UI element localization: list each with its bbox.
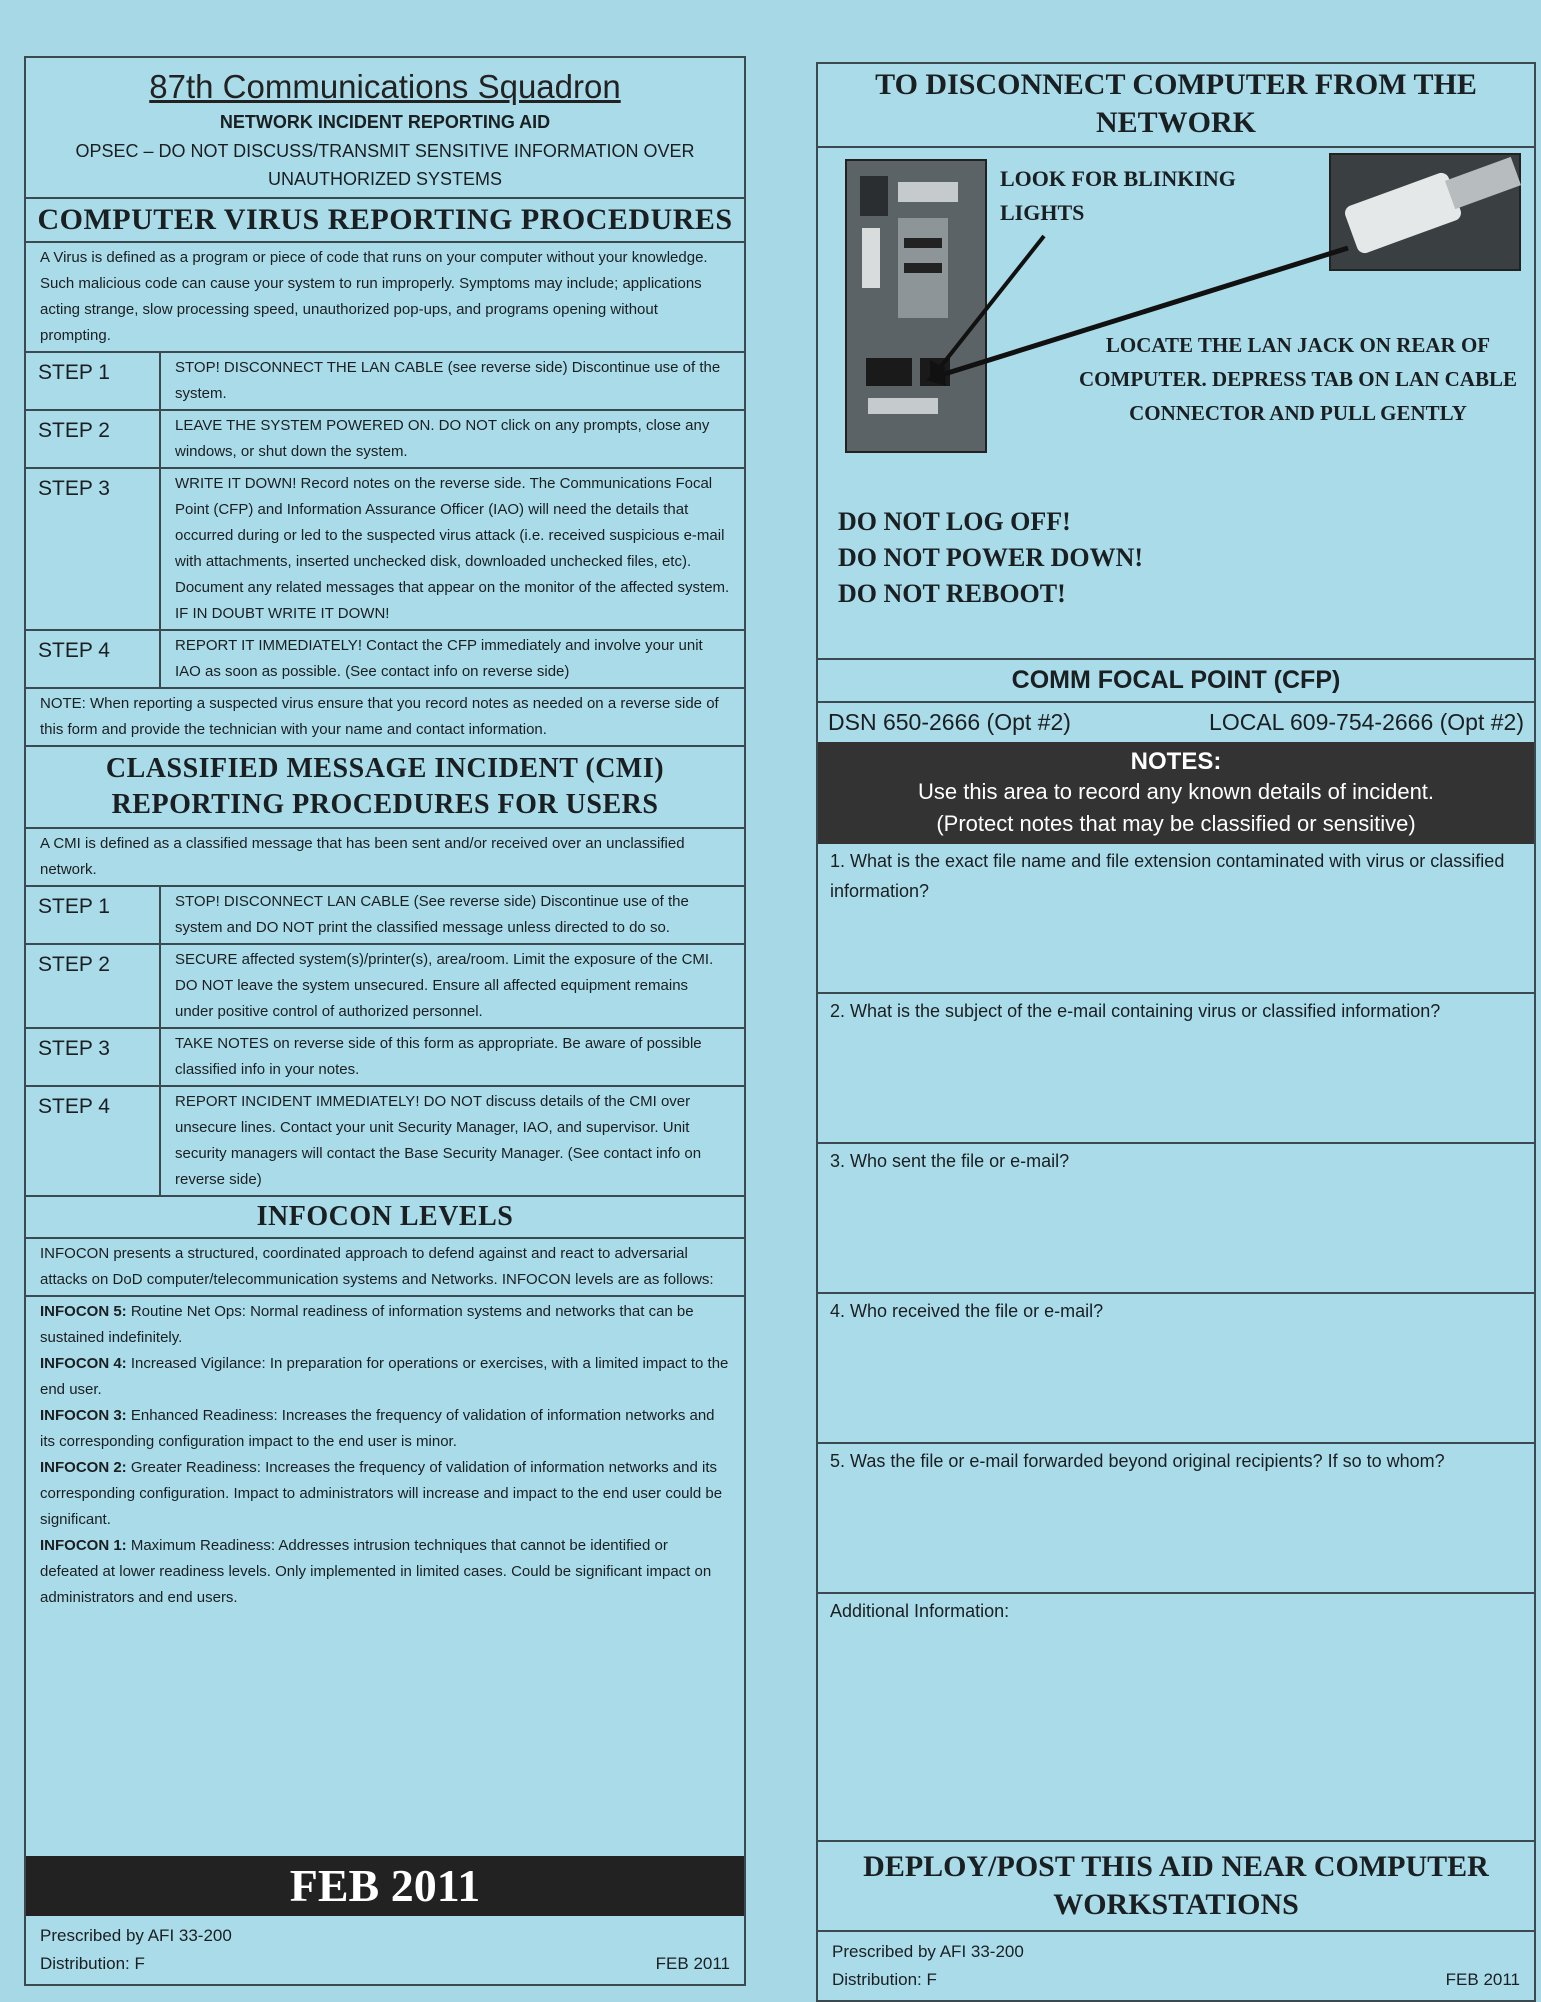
virus-steps (26, 353, 744, 689)
do-not-log-off: DO NOT LOG OFF! (838, 507, 1071, 536)
prescribed-text: Prescribed by AFI 33-200 (832, 1942, 1024, 1961)
step-text: REPORT INCIDENT IMMEDIATELY! DO NOT discuss details of the CMI over unsecure lines. Contact your unit Security Manager, IAO, and supervisor. Unit security managers will contact the Base Security Manager. (See contact info on reverse side) (175, 1093, 702, 1188)
date-banner: FEB 2011 (26, 1856, 744, 1916)
cfp-dsn: DSN 650-2666 (Opt #2) (828, 709, 1071, 735)
cmi-step-3 (26, 1029, 744, 1087)
blinking-lights-callout: LOOK FOR BLINKING LIGHTS (1000, 166, 1236, 225)
prescribed-text: Prescribed by AFI 33-200 (40, 1926, 232, 1945)
infocon-level-name: INFOCON 5: (40, 1303, 127, 1320)
right-footer-block (818, 1840, 1534, 2000)
infocon-level-name: INFOCON 2: (40, 1459, 127, 1476)
opsec-warning: OPSEC – DO NOT DISCUSS/TRANSMIT SENSITIVE INFORMATION OVER UNAUTHORIZED SYSTEMS (75, 141, 695, 189)
step-text: STOP! DISCONNECT THE LAN CABLE (see reverse side) Discontinue use of the system. (175, 359, 721, 402)
infocon-level-text: Routine Net Ops: Normal readiness of information systems and networks that can be sustained indefinitely. (40, 1303, 694, 1346)
virus-step-2 (26, 411, 744, 469)
cmi-intro: A CMI is defined as a classified message that has been sent and/or received over an unclassified network. (26, 829, 744, 887)
virus-intro: A Virus is defined as a program or piece of code that runs on your computer without your knowledge. Such malicious code can cause your system to run improperly. Symptoms may include; applications acting strange, slow processing speed, unauthorized pop-ups, and programs opening without prompting. (26, 243, 744, 353)
infocon-level (40, 1403, 730, 1455)
do-not-list (838, 504, 1143, 612)
right-panel (816, 62, 1536, 2002)
cmi-step-4 (26, 1087, 744, 1195)
notes-header (818, 742, 1534, 844)
footer-date: FEB 2011 (655, 1954, 730, 1973)
virus-step-4 (26, 631, 744, 689)
notes-title: NOTES: (1130, 748, 1222, 775)
question-1: 1. What is the exact file name and file extension contaminated with virus or classified information? (818, 844, 1534, 994)
cmi-step-2 (26, 945, 744, 1029)
panel-port (862, 228, 880, 288)
infocon-level-name: INFOCON 4: (40, 1355, 127, 1372)
additional-information: Additional Information: (830, 1601, 1010, 1621)
step-text: WRITE IT DOWN! Record notes on the reverse side. The Communications Focal Point (CFP) and Information Assurance Officer (IAO) will need the details that occurred during or led to the suspected virus attack (i.e. received suspicious e-mail with attachments, inserted unchecked disk, downloaded unchecked files, etc). Document any related messages that appear on the monitor of the affected system. IF IN DOUBT WRITE IT DOWN! (175, 475, 730, 622)
virus-step-3 (26, 469, 744, 631)
cfp-title: COMM FOCAL POINT (CFP) (818, 658, 1534, 703)
lan-jack (866, 358, 912, 386)
infocon-level (40, 1533, 730, 1611)
virus-note: NOTE: When reporting a suspected virus ensure that you record notes as needed on a reverse side of this form and provide the technician with your name and contact information. (40, 695, 719, 738)
virus-section-title: COMPUTER VIRUS REPORTING PROCEDURES (26, 197, 744, 243)
disconnect-diagram (818, 146, 1534, 658)
disconnect-title: TO DISCONNECT COMPUTER FROM THE NETWORK (875, 68, 1477, 139)
cmi-steps (26, 887, 744, 1195)
cmi-section-title: CLASSIFIED MESSAGE INCIDENT (CMI) REPORTING PROCEDURES FOR USERS (26, 745, 744, 829)
distribution-text: Distribution: F (40, 1954, 145, 1973)
cmi-step-1 (26, 887, 744, 945)
question-3: 3. Who sent the file or e-mail? (818, 1144, 1534, 1294)
panel-port (868, 398, 938, 414)
step-label: STEP 2 (26, 945, 161, 1027)
infocon-level (40, 1351, 730, 1403)
infocon-intro: INFOCON presents a structured, coordinated approach to defend against and react to adversarial attacks on DoD computer/telecommunication systems and Networks. INFOCON levels are as follows: (26, 1239, 744, 1297)
step-label: STEP 3 (26, 469, 161, 629)
deploy-notice: DEPLOY/POST THIS AID NEAR COMPUTER WORKSTATIONS (818, 1840, 1534, 1932)
panel-port (904, 238, 942, 248)
questions-list (818, 844, 1534, 1864)
aid-subtitle: NETWORK INCIDENT REPORTING AID (219, 112, 551, 132)
cfp-local: LOCAL 609-754-2666 (Opt #2) (1209, 709, 1524, 735)
footer-date: FEB 2011 (1445, 1970, 1520, 1989)
left-footer-block (26, 1856, 744, 1984)
right-footer (818, 1932, 1534, 2000)
step-text: LEAVE THE SYSTEM POWERED ON. DO NOT click on any prompts, close any windows, or shut down the system. (175, 417, 710, 460)
step-label: STEP 3 (26, 1029, 161, 1085)
question-4: 4. Who received the file or e-mail? (818, 1294, 1534, 1444)
question-2: 2. What is the subject of the e-mail containing virus or classified information? (818, 994, 1534, 1144)
question-5: 5. Was the file or e-mail forwarded beyond original recipients? If so to whom? (818, 1444, 1534, 1594)
infocon-level-name: INFOCON 1: (40, 1537, 127, 1554)
step-label: STEP 1 (26, 353, 161, 409)
squadron-title: 87th Communications Squadron (149, 68, 621, 105)
infocon-level (40, 1455, 730, 1533)
step-text: TAKE NOTES on reverse side of this form as appropriate. Be aware of possible classified info in your notes. (175, 1035, 702, 1078)
panel-port (860, 176, 888, 216)
lan-jack-callout: LOCATE THE LAN JACK ON REAR OF COMPUTER. DEPRESS TAB ON LAN CABLE CONNECTOR AND PULL GENTLY (1079, 333, 1517, 425)
left-panel (24, 56, 746, 1986)
virus-step-1 (26, 353, 744, 411)
infocon-levels (26, 1297, 744, 1613)
distribution-text: Distribution: F (832, 1970, 937, 1989)
panel-port (904, 263, 942, 273)
do-not-power-down: DO NOT POWER DOWN! (838, 543, 1144, 572)
infocon-level-name: INFOCON 3: (40, 1407, 127, 1424)
notes-line-2: (Protect notes that may be classified or sensitive) (936, 811, 1416, 836)
infocon-level-text: Greater Readiness: Increases the frequency of validation of information networks and its corresponding configuration. Impact to administrators will increase and impact to the end user could be significant. (40, 1459, 723, 1528)
step-text: REPORT IT IMMEDIATELY! Contact the CFP immediately and involve your unit IAO as soon as possible. (See contact info on reverse side) (175, 637, 703, 680)
left-footer (26, 1916, 744, 1984)
infocon-section-title: INFOCON LEVELS (26, 1195, 744, 1239)
step-label: STEP 4 (26, 1087, 161, 1195)
infocon-level-text: Maximum Readiness: Addresses intrusion techniques that cannot be identified or defeated at lower readiness levels. Only implemented in limited cases. Could be significant impact on administrators and end users. (40, 1537, 712, 1606)
infocon-level-text: Enhanced Readiness: Increases the frequency of validation of information networks and its corresponding configuration impact to the end user is minor. (40, 1407, 715, 1450)
step-label: STEP 4 (26, 631, 161, 687)
step-text: STOP! DISCONNECT LAN CABLE (See reverse side) Discontinue use of the system and DO NOT print the classified message unless directed to do so. (175, 893, 689, 936)
notes-line-1: Use this area to record any known details of incident. (917, 779, 1435, 804)
step-label: STEP 1 (26, 887, 161, 943)
cfp-numbers (818, 703, 1534, 742)
infocon-level (40, 1299, 730, 1351)
panel-port (898, 182, 958, 202)
do-not-reboot: DO NOT REBOOT! (838, 579, 1066, 608)
step-text: SECURE affected system(s)/printer(s), area/room. Limit the exposure of the CMI. DO NOT leave the system unsecured. Ensure all affected equipment remains under positive control of authorized personnel. (175, 951, 714, 1020)
infocon-level-text: Increased Vigilance: In preparation for operations or exercises, with a limited impact to the end user. (40, 1355, 729, 1398)
step-label: STEP 2 (26, 411, 161, 467)
